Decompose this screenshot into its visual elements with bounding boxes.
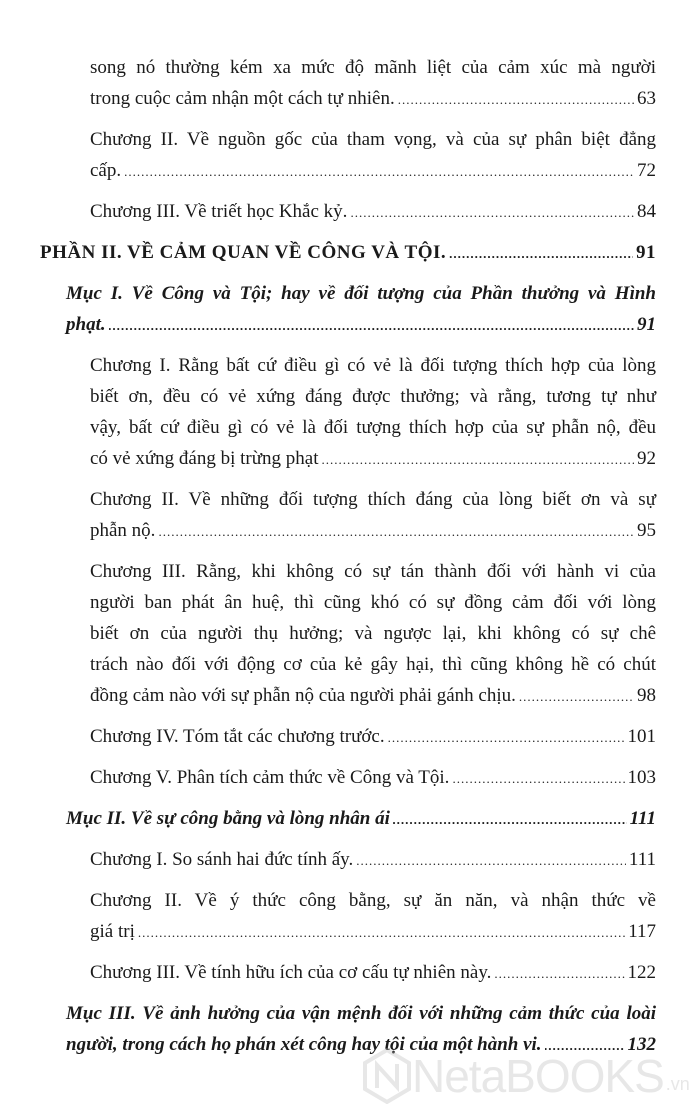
dot-leader bbox=[350, 197, 634, 228]
toc-page-number: 103 bbox=[627, 767, 656, 788]
toc-entry-line bbox=[90, 844, 656, 875]
toc-entry-title: Chương III. Về tính hữu ích của cơ cấu tự nhiên này. bbox=[90, 962, 492, 983]
dot-leader bbox=[452, 763, 624, 794]
toc-page-number: 101 bbox=[627, 726, 656, 747]
toc-entry-chapter[interactable] bbox=[0, 52, 700, 114]
toc-entry-line bbox=[90, 515, 656, 546]
toc-entry-title: Mục I. Về Công và Tội; hay về đối tượng của Phần thưởng và Hình bbox=[66, 283, 656, 304]
toc-entry-title: người, trong cách họ phán xét công hay tội của một hành vi. bbox=[66, 1034, 542, 1055]
toc-entry-line bbox=[90, 196, 656, 227]
toc-page-number: 92 bbox=[637, 448, 656, 469]
toc-entry-chapter[interactable] bbox=[0, 721, 700, 752]
toc-entry-title: trách nào đối với động cơ của kẻ gây hại, thì cũng không hề có chút bbox=[90, 654, 656, 675]
toc-entry-line bbox=[90, 124, 656, 155]
toc-entry-chapter[interactable] bbox=[0, 484, 700, 546]
watermark-brand: NetaBOOKS bbox=[412, 1050, 664, 1102]
toc-entry-line bbox=[90, 680, 656, 711]
toc-entry-chapter[interactable] bbox=[0, 762, 700, 793]
toc-page-number: 91 bbox=[636, 242, 656, 263]
toc-page-number: 72 bbox=[637, 160, 656, 181]
toc-entry-title: đồng cảm nào với sự phẫn nộ của người phải gánh chịu. bbox=[90, 685, 516, 706]
toc-page-number: 117 bbox=[628, 921, 656, 942]
toc-page-number: 98 bbox=[637, 685, 656, 706]
toc-entry-line bbox=[90, 649, 656, 680]
toc-entry-line bbox=[90, 443, 656, 474]
toc-entry-chapter[interactable] bbox=[0, 196, 700, 227]
toc-entry-line bbox=[90, 155, 656, 186]
dot-leader bbox=[519, 681, 634, 712]
toc-entry-title: Mục III. Về ảnh hưởng của vận mệnh đối với những cảm thức của loài bbox=[66, 1003, 656, 1024]
dot-leader bbox=[109, 310, 634, 341]
toc-entry-line bbox=[40, 237, 656, 268]
toc-entry-title: Chương I. So sánh hai đức tính ấy. bbox=[90, 849, 354, 870]
toc-entry-line bbox=[90, 52, 656, 83]
dot-leader bbox=[393, 804, 627, 835]
toc-entry-title: song nó thường kém xa mức độ mãnh liệt của cảm xúc mà người bbox=[90, 57, 656, 78]
dot-leader bbox=[138, 917, 625, 948]
toc-entry-chapter[interactable] bbox=[0, 844, 700, 875]
toc-entry-section[interactable] bbox=[0, 278, 700, 340]
toc-entry-title: có vẻ xứng đáng bị trừng phạt bbox=[90, 448, 319, 469]
toc-entry-line bbox=[90, 381, 656, 412]
toc-entry-title: phẫn nộ. bbox=[90, 520, 156, 541]
toc-entry-line bbox=[66, 278, 656, 309]
toc-entry-title: Chương I. Rằng bất cứ điều gì có vẻ là đối tượng thích hợp của lòng bbox=[90, 355, 656, 376]
toc-entry-line bbox=[66, 309, 656, 340]
toc-entry-title: vậy, bất cứ điều gì có vẻ là đối tượng thích hợp của sự phẫn nộ, đều bbox=[90, 417, 656, 438]
toc-entry-chapter[interactable] bbox=[0, 957, 700, 988]
toc-entry-title: Chương II. Về nguồn gốc của tham vọng, và của sự phân biệt đẳng bbox=[90, 129, 656, 150]
toc-entry-chapter[interactable] bbox=[0, 556, 700, 711]
toc-entry-line bbox=[90, 83, 656, 114]
dot-leader bbox=[124, 156, 634, 187]
toc-entry-line bbox=[90, 587, 656, 618]
toc-page-number: 122 bbox=[627, 962, 656, 983]
toc-entry-line bbox=[66, 998, 656, 1029]
netabooks-logo-icon bbox=[362, 1048, 412, 1104]
toc-entry-line bbox=[90, 885, 656, 916]
toc-entry-title: biết ơn của người thụ hưởng; và ngược lại, khi không có sự chê bbox=[90, 623, 656, 644]
toc-entry-line bbox=[66, 803, 656, 834]
toc-entry-title: Chương III. Rằng, khi không có sự tán thành đối với hành vi của bbox=[90, 561, 656, 582]
toc-entry-line bbox=[90, 721, 656, 752]
toc-entry-title: cấp. bbox=[90, 160, 122, 181]
toc-entry-line bbox=[90, 916, 656, 947]
toc-entry-title: Chương IV. Tóm tắt các chương trước. bbox=[90, 726, 385, 747]
toc-entry-title: phạt. bbox=[66, 314, 106, 335]
toc-entry-line bbox=[90, 762, 656, 793]
toc-entry-line bbox=[90, 556, 656, 587]
toc-entry-line bbox=[90, 412, 656, 443]
dot-leader bbox=[398, 84, 634, 115]
toc-page-number: 63 bbox=[637, 88, 656, 109]
toc-page-number: 111 bbox=[628, 849, 656, 870]
toc-entry-line bbox=[90, 484, 656, 515]
dot-leader bbox=[388, 722, 625, 753]
toc-entry-title: trong cuộc cảm nhận một cách tự nhiên. bbox=[90, 88, 395, 109]
toc-entry-chapter[interactable] bbox=[0, 124, 700, 186]
dot-leader bbox=[322, 444, 635, 475]
toc-entry-title: giá trị bbox=[90, 921, 135, 942]
toc-entry-section[interactable] bbox=[0, 803, 700, 834]
toc-entry-chapter[interactable] bbox=[0, 885, 700, 947]
toc-entry-title: Chương II. Về ý thức công bằng, sự ăn năn, và nhận thức về bbox=[90, 890, 656, 911]
toc-entry-line bbox=[90, 618, 656, 649]
toc-entry-part[interactable] bbox=[0, 237, 700, 268]
dot-leader bbox=[158, 516, 634, 547]
watermark bbox=[362, 1048, 690, 1104]
toc-entry-title: Mục II. Về sự công bằng và lòng nhân ái bbox=[66, 808, 390, 829]
toc-entry-chapter[interactable] bbox=[0, 350, 700, 474]
toc-entry-title: PHẦN II. VỀ CẢM QUAN VỀ CÔNG VÀ TỘI. bbox=[40, 242, 447, 263]
dot-leader bbox=[356, 845, 626, 876]
watermark-tld: .vn bbox=[665, 1073, 690, 1094]
table-of-contents bbox=[0, 52, 700, 1060]
toc-page-number: 84 bbox=[637, 201, 656, 222]
toc-entry-title: Chương III. Về triết học Khắc kỷ. bbox=[90, 201, 348, 222]
dot-leader bbox=[449, 238, 633, 269]
toc-page-number: 91 bbox=[637, 314, 656, 335]
toc-page-number: 111 bbox=[629, 808, 656, 829]
dot-leader bbox=[494, 958, 624, 989]
toc-entry-line bbox=[90, 350, 656, 381]
toc-page-number: 95 bbox=[637, 520, 656, 541]
toc-entry-title: biết ơn, đều có vẻ xứng đáng được thưởng; và rằng, tương tự như bbox=[90, 386, 656, 407]
toc-entry-line bbox=[90, 957, 656, 988]
toc-page-number: 132 bbox=[627, 1034, 656, 1055]
toc-entry-title: Chương II. Về những đối tượng thích đáng của lòng biết ơn và sự bbox=[90, 489, 656, 510]
toc-entry-title: Chương V. Phân tích cảm thức về Công và Tội. bbox=[90, 767, 450, 788]
toc-entry-title: người ban phát ân huệ, thì cũng khó có sự đồng cảm đối với lòng bbox=[90, 592, 656, 613]
